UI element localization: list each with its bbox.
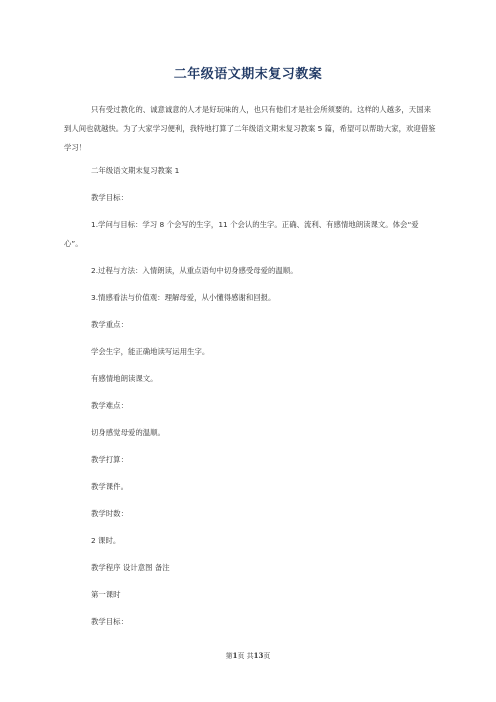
page-footer	[0, 651, 496, 661]
body-line: 3.情感看法与价值观：理解母爱，从小懂得感谢和回报。	[91, 293, 276, 302]
body-line: 学会生字，能正确地读写运用生字。	[91, 347, 210, 356]
body-paragraph: 1.学问与目标：学习 8 个会写的生字，11 个会认的生字。正确、流利、有感情地朗读课文。体会“爱心”。	[64, 220, 419, 248]
body-line: 教学难点：	[91, 401, 128, 410]
body-line: 教学目标：	[91, 193, 128, 202]
body-line: 教学打算：	[91, 455, 128, 464]
document-title: 二年级语文期末复习教案	[173, 67, 323, 82]
body-line: 教学时数：	[91, 509, 128, 518]
body-line: 教学程序 设计意图 备注	[91, 563, 170, 572]
body-line: 教学重点：	[91, 320, 128, 329]
total-page-count: 13	[253, 651, 264, 660]
body-line: 有感情地朗读课文。	[91, 374, 158, 383]
footer-middle: 页 共	[237, 652, 254, 660]
current-page-number: 1	[232, 651, 238, 660]
body-line: 教学目标：	[91, 617, 128, 626]
footer-suffix: 页	[263, 652, 271, 660]
body-line: 2.过程与方法：入情朗读，从重点语句中切身感受母爱的温顺。	[91, 266, 298, 275]
section-heading: 二年级语文期末复习教案 1	[91, 166, 180, 175]
intro-paragraph: 只有受过教化的、诚意诚意的人才是好玩味的人，也只有他们才是社会所须要的。这样的人越多，天国来到人间也就越快。为了大家学习便利，我特地打算了二年级语文期末复习教案 5 篇，希望可以帮助大家，欢迎借鉴学习！	[64, 105, 436, 152]
body-line: 教学课件。	[91, 482, 128, 491]
body-line: 2 课时。	[91, 536, 121, 545]
body-line: 切身感觉母爱的温顺。	[91, 428, 165, 437]
body-line: 第一课时	[91, 590, 121, 599]
footer-prefix: 第	[225, 652, 233, 660]
document-body	[64, 100, 436, 639]
